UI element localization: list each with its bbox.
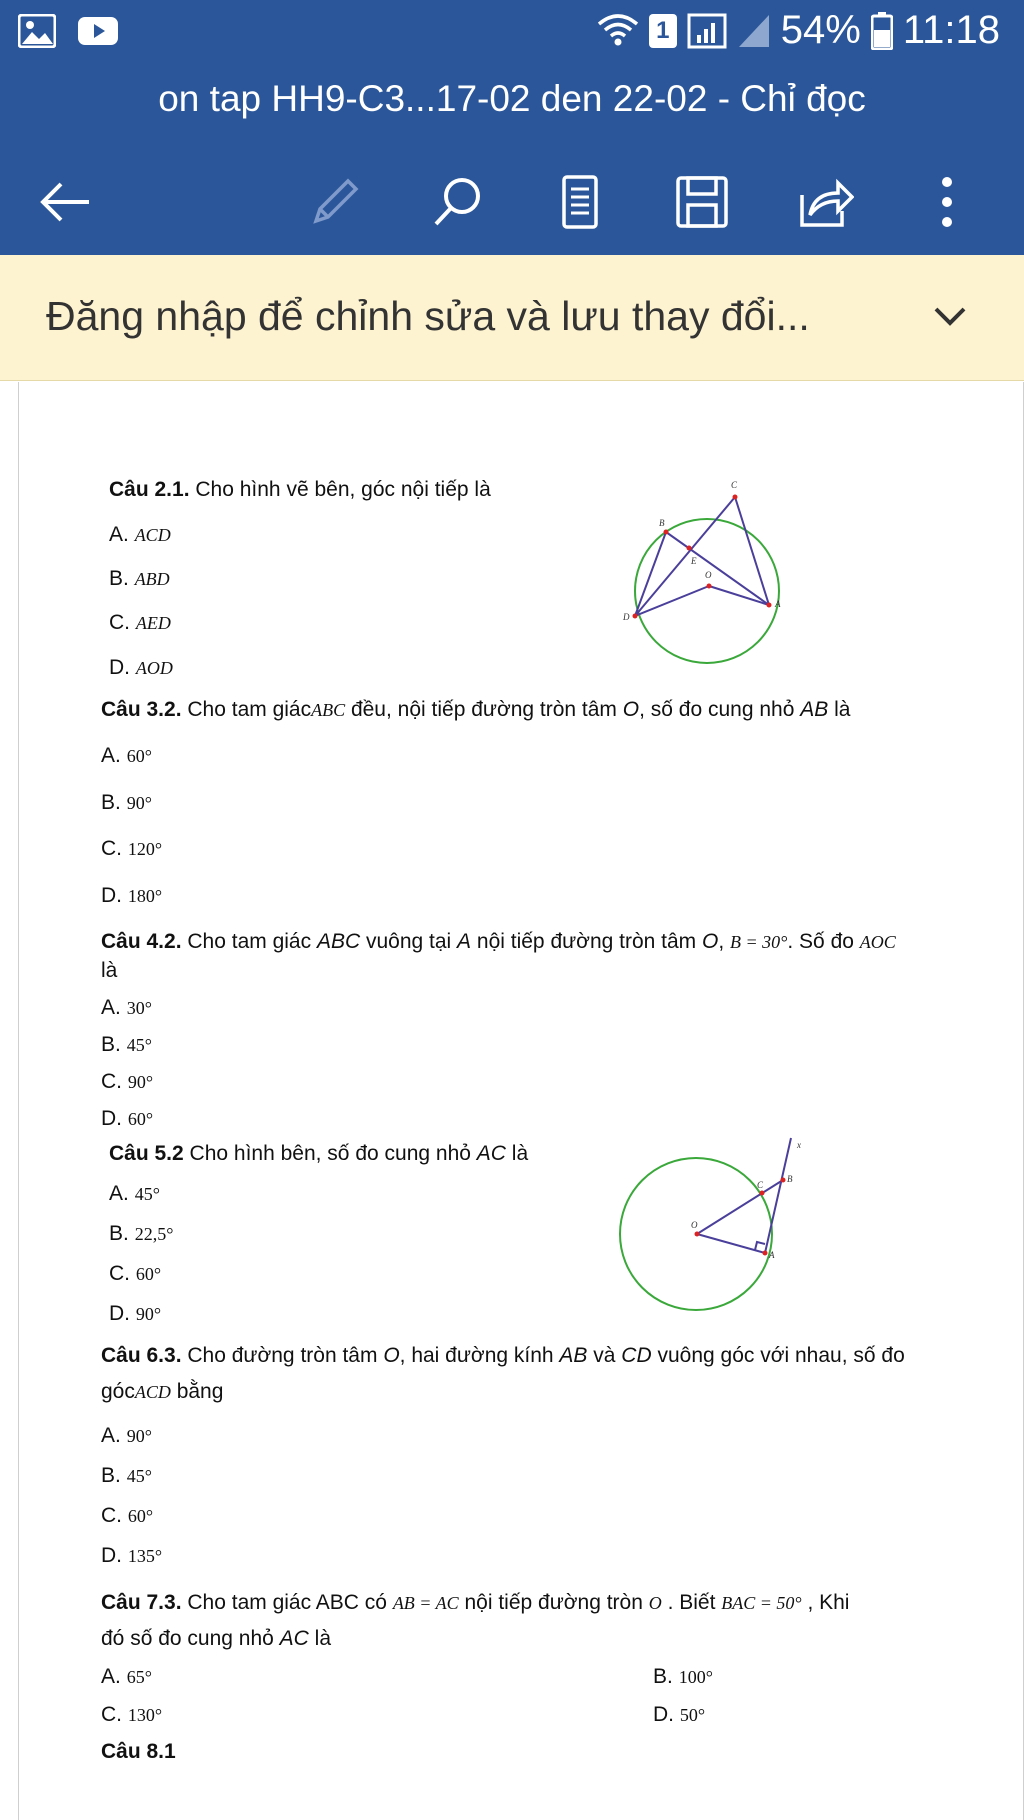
point-label-c: C	[731, 480, 738, 490]
option-d: D. 135°	[101, 1544, 163, 1567]
question-label: Câu 2.1.	[109, 478, 190, 501]
youtube-icon	[78, 14, 118, 48]
gallery-icon	[18, 14, 56, 48]
question-2-1	[109, 478, 491, 502]
option-b: B. 90°	[101, 791, 152, 814]
toolbar	[0, 162, 1024, 242]
battery-icon	[871, 12, 893, 50]
signal-icon	[687, 13, 727, 49]
edit-button[interactable]	[300, 162, 370, 242]
question-6-3: Câu 6.3. Cho đường tròn tâm O, hai đường kính AB và CD vuông góc với nhau, số đo	[101, 1344, 905, 1367]
point-label-o: O	[705, 570, 712, 580]
option-c: C. AED	[109, 611, 171, 634]
option-a: A. 65°	[101, 1665, 152, 1688]
option-d: D. 60°	[101, 1107, 154, 1130]
option-b: B. 45°	[101, 1033, 152, 1056]
question-5-2: Câu 5.2 Cho hình bên, số đo cung nhỏ AC là	[109, 1142, 529, 1165]
status-bar	[0, 0, 1024, 70]
question-4-2-line2: là	[101, 959, 118, 982]
option-a: A. 60°	[101, 744, 152, 767]
question-text: Cho hình vẽ bên, góc nội tiếp là	[189, 478, 491, 501]
point-label-b: B	[659, 518, 665, 528]
reading-view-button[interactable]	[545, 162, 615, 242]
clock: 11:18	[902, 8, 1000, 52]
option-a: A. 45°	[109, 1182, 160, 1205]
pencil-icon	[308, 175, 362, 229]
question-3-2: Câu 3.2. Cho tam giácABC đều, nội tiếp đường tròn tâm O, số đo cung nhỏ AB là	[101, 698, 851, 721]
app-header	[0, 70, 1024, 255]
option-c: C. 120°	[101, 837, 163, 860]
option-d: D. 180°	[101, 884, 163, 907]
question-8-1: Câu 8.1	[101, 1740, 176, 1763]
reading-view-icon	[560, 174, 600, 230]
option-b: B. 22,5°	[109, 1222, 174, 1245]
back-arrow-icon	[37, 180, 93, 224]
signal-2-icon	[737, 13, 771, 49]
question-4-2: Câu 4.2. Cho tam giác ABC vuông tại A nội tiếp đường tròn tâm O, B = 30°. Số đo AOC	[101, 930, 896, 953]
sign-in-banner[interactable]	[0, 255, 1024, 381]
point-label-a: A	[769, 1250, 775, 1260]
option-a: A. ACD	[109, 523, 171, 546]
save-icon	[675, 175, 729, 229]
point-label-o: O	[691, 1220, 698, 1230]
option-c: C. 130°	[101, 1703, 163, 1726]
option-b: B. ABD	[109, 567, 170, 590]
point-label-d: D	[623, 612, 630, 622]
document-title: on tap HH9-C3...17-02 den 22-02 - Chỉ đọc	[158, 78, 866, 119]
question-6-3-line2: gócACD bằng	[101, 1380, 224, 1403]
question-7-3-line2: đó số đo cung nhỏ AC là	[101, 1627, 332, 1650]
wifi-icon	[597, 14, 639, 48]
battery-percent: 54%	[780, 8, 861, 52]
more-options-button[interactable]	[912, 162, 982, 242]
sim-badge: 1	[649, 14, 677, 48]
figure-circle-inscribed-angle	[619, 476, 819, 676]
point-label-e: E	[691, 556, 697, 566]
share-icon	[796, 175, 854, 229]
question-7-3: Câu 7.3. Cho tam giác ABC có AB = AC nội tiếp đường tròn O . Biết BAC = 50° , Khi	[101, 1591, 850, 1614]
search-icon	[430, 174, 486, 230]
option-c: C. 90°	[101, 1070, 154, 1093]
option-a: A. 90°	[101, 1424, 152, 1447]
document-page	[18, 382, 1024, 1820]
more-vert-icon	[937, 174, 957, 230]
option-b: B. 45°	[101, 1464, 152, 1487]
option-d: D. 90°	[109, 1302, 162, 1325]
option-d: D. AOD	[109, 656, 173, 679]
share-button[interactable]	[790, 162, 860, 242]
point-label-b: B	[787, 1174, 793, 1184]
save-button[interactable]	[667, 162, 737, 242]
figure-circle-tangent	[619, 1134, 839, 1324]
back-button[interactable]	[30, 162, 100, 242]
search-button[interactable]	[423, 162, 493, 242]
point-label-x: x	[797, 1140, 801, 1150]
chevron-down-icon[interactable]	[928, 295, 972, 339]
point-label-a: A	[775, 599, 781, 609]
option-a: A. 30°	[101, 996, 152, 1019]
option-b: B. 100°	[653, 1665, 713, 1688]
option-d: D. 50°	[653, 1703, 706, 1726]
point-label-c: C	[757, 1180, 764, 1190]
option-c: C. 60°	[109, 1262, 162, 1285]
sign-in-banner-text: Đăng nhập để chỉnh sửa và lưu thay đổi...	[46, 293, 810, 339]
option-c: C. 60°	[101, 1504, 154, 1527]
